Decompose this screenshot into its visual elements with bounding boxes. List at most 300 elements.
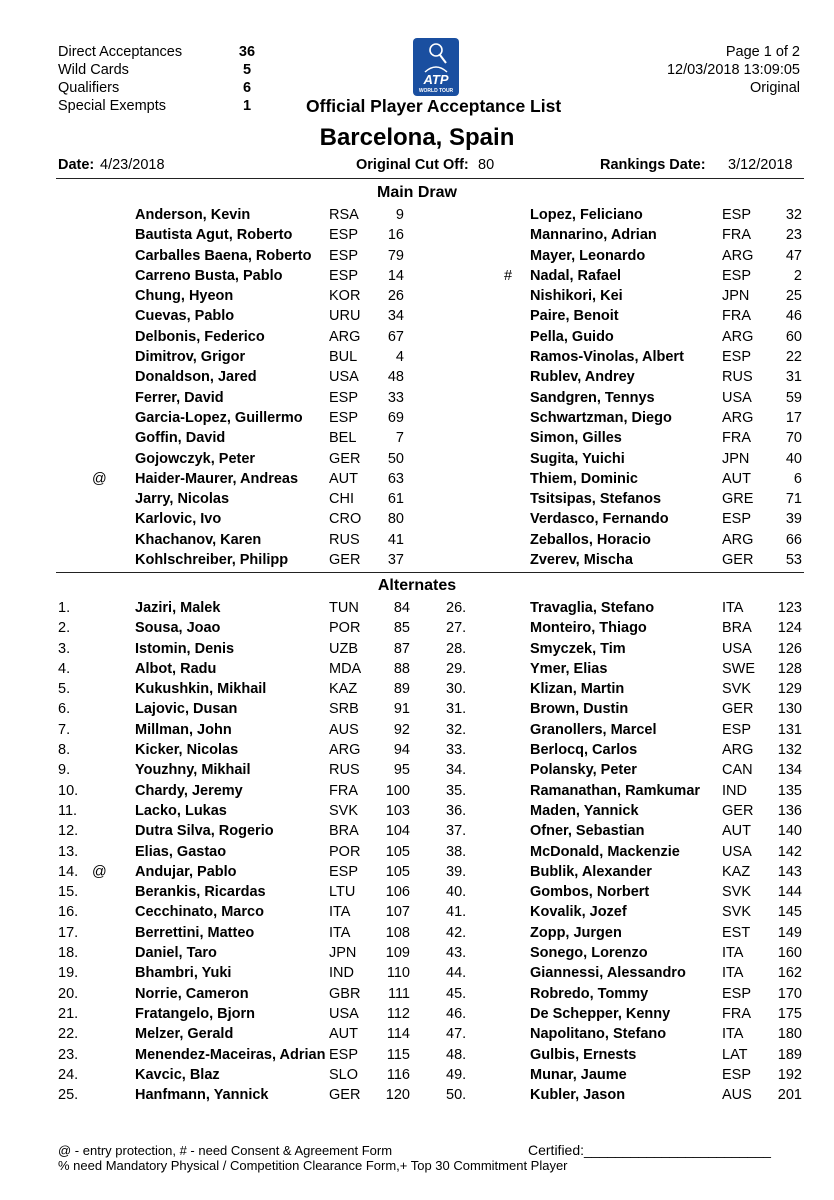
player-rank: 108 [385,924,410,941]
player-name: Berankis, Ricardas [135,884,266,901]
player-rank: 105 [385,843,410,860]
player-country: ESP [722,985,752,1002]
player-rank: 69 [387,409,404,426]
player-rank: 50 [387,450,404,467]
player-rank: 112 [386,1005,410,1022]
player-rank: 104 [385,823,410,840]
player-country: GER [329,1087,361,1104]
player-rank: 34 [387,308,404,325]
entry-number: 21. [58,1005,79,1022]
player-rank: 126 [777,640,802,657]
player-country: ESP [722,349,752,366]
entry-number: 30. [446,681,467,698]
player-name: Gojowczyk, Peter [135,450,256,467]
player-country: USA [722,640,752,657]
player-rank: 63 [387,470,404,487]
entry-number: 10. [58,782,79,799]
player-name: Kukushkin, Mikhail [135,681,267,698]
player-country: RUS [722,369,753,386]
player-name: Simon, Gilles [530,430,622,447]
table-row [0,781,834,801]
player-name: Garcia-Lopez, Guillermo [135,409,303,426]
player-name: Bautista Agut, Roberto [135,227,293,244]
player-country: FRA [722,430,751,447]
player-name: Zeballos, Horacio [530,531,651,548]
entry-number: 1. [58,600,71,616]
player-name: Munar, Jaume [530,1066,627,1083]
player-rank: 123 [777,600,802,616]
player-country: SVK [722,904,752,921]
player-rank: 60 [785,328,802,345]
player-country: LTU [329,884,356,901]
player-country: KOR [329,288,361,305]
entry-number: 8. [58,742,71,759]
player-name: Cecchinato, Marco [135,904,264,921]
player-name: Khachanov, Karen [135,531,262,548]
entry-number: 44. [446,965,467,982]
entry-number: 47. [446,1026,467,1043]
player-rank: 71 [785,491,802,508]
player-rank: 41 [387,531,404,548]
player-rank: 120 [385,1087,410,1104]
player-name: Polansky, Peter [530,762,637,779]
table-row [0,367,834,387]
player-name: Lopez, Feliciano [530,207,643,223]
player-rank: 87 [393,640,410,657]
table-row [0,1085,834,1105]
player-country: CRO [329,511,362,528]
entry-mark: # [504,267,513,284]
table-row [0,266,834,286]
player-rank: 116 [386,1066,410,1083]
player-rank: 140 [777,823,802,840]
player-country: SWE [722,660,756,677]
entry-number: 37. [446,823,467,840]
player-country: ARG [722,742,754,759]
player-name: Kovalik, Jozef [530,904,627,921]
player-rank: 129 [777,681,802,698]
player-rank: 23 [785,227,802,244]
player-country: LAT [722,1046,748,1063]
player-rank: 149 [777,924,802,941]
table-row [0,760,834,780]
player-name: De Schepper, Kenny [530,1005,671,1022]
player-rank: 84 [393,600,410,616]
player-rank: 4 [395,349,404,366]
entry-number: 38. [446,843,467,860]
player-rank: 89 [393,681,410,698]
player-name: Robredo, Tommy [530,985,649,1002]
player-name: Karlovic, Ivo [135,511,222,528]
player-name: Kubler, Jason [530,1087,626,1104]
table-row [0,821,834,841]
player-country: USA [722,843,752,860]
player-name: Ofner, Sebastian [530,823,645,840]
player-name: Brown, Dustin [530,701,629,718]
player-name: Sandgren, Tennys [530,389,655,406]
entry-number: 45. [446,985,467,1002]
player-country: ESP [722,511,752,528]
table-row [0,963,834,983]
player-rank: 111 [387,985,410,1002]
table-row [0,469,834,489]
table-row [0,842,834,862]
player-name: Bhambri, Yuki [135,965,232,982]
player-name: Goffin, David [135,430,226,447]
player-name: Berrettini, Matteo [135,924,255,941]
main-draw-heading: Main Draw [376,184,457,201]
player-country: MDA [329,660,362,677]
player-country: ITA [722,945,744,962]
table-row [0,882,834,902]
player-rank: 39 [785,511,802,528]
table-row [0,327,834,347]
player-country: ESP [722,721,752,738]
player-country: ESP [329,1046,359,1063]
player-rank: 17 [785,409,802,426]
table-row [0,720,834,740]
entry-mark: @ [92,863,107,880]
player-country: BRA [329,823,359,840]
table-row [0,902,834,922]
table-row [0,984,834,1004]
player-name: Chardy, Jeremy [135,782,243,799]
player-country: ARG [722,328,754,345]
entry-number: 33. [446,742,467,759]
player-name: Napolitano, Stefano [530,1026,667,1043]
player-country: GER [329,450,361,467]
player-rank: 61 [387,491,404,508]
player-name: Klizan, Martin [530,681,625,698]
player-name: Hanfmann, Yannick [135,1087,269,1104]
player-rank: 100 [385,782,410,799]
timestamp: 12/03/2018 13:09:05 [666,62,800,78]
entry-number: 34. [446,762,467,779]
player-rank: 53 [785,552,802,569]
player-country: USA [329,1005,359,1022]
logo-text: ATP [423,72,449,87]
certified-signature-line: Certified:________________________ [528,1142,771,1158]
player-name: Tsitsipas, Stefanos [530,491,662,508]
cutoff-value: 80 [478,157,495,173]
player-name: Gulbis, Ernests [530,1046,637,1063]
player-country: AUS [329,721,359,738]
player-rank: 79 [387,247,404,264]
stat-value-direct-acceptances: 36 [238,44,256,60]
player-name: Jarry, Nicolas [135,491,230,508]
player-rank: 66 [785,531,802,548]
entry-number: 24. [58,1066,79,1083]
player-name: Lacko, Lukas [135,802,227,819]
player-name: Daniel, Taro [135,945,217,962]
player-name: Menendez-Maceiras, Adrian [135,1046,326,1063]
player-name: Kicker, Nicolas [135,742,239,759]
table-row [0,1024,834,1044]
player-name: Carreno Busta, Pablo [135,267,283,284]
entry-number: 6. [58,701,71,718]
player-rank: 103 [385,802,410,819]
player-name: Nadal, Rafael [530,267,622,284]
table-row [0,943,834,963]
player-name: Travaglia, Stefano [530,600,655,616]
player-country: ESP [329,227,359,244]
player-rank: 85 [393,620,410,637]
player-country: SVK [722,884,752,901]
player-name: Zverev, Mischa [530,552,633,569]
entry-number: 9. [58,762,71,779]
player-country: JPN [722,288,750,305]
player-name: Elias, Gastao [135,843,227,860]
footer-legend-1: @ - entry protection, # - need Consent & Agreement Form [58,1143,393,1158]
player-name: Melzer, Gerald [135,1026,234,1043]
player-country: ARG [329,328,361,345]
table-row [0,598,834,618]
table-row [0,1065,834,1085]
entry-number: 22. [58,1026,79,1043]
table-row [0,801,834,821]
player-country: GER [722,802,754,819]
entry-number: 43. [446,945,467,962]
player-rank: 32 [785,207,802,223]
entry-number: 5. [58,681,71,698]
player-name: Rublev, Andrey [530,369,635,386]
player-rank: 6 [793,470,802,487]
player-name: Nishikori, Kei [530,288,623,305]
player-country: IND [329,965,354,982]
player-country: ESP [329,409,359,426]
player-name: Dutra Silva, Rogerio [135,823,274,840]
player-country: ITA [329,924,351,941]
entry-number: 49. [446,1066,467,1083]
player-rank: 132 [777,742,802,759]
player-name: Monteiro, Thiago [530,620,647,637]
player-name: Ferrer, David [135,389,224,406]
player-rank: 92 [393,721,410,738]
entry-number: 36. [446,802,467,819]
player-rank: 47 [785,247,802,264]
table-row [0,225,834,245]
player-country: KAZ [722,863,751,880]
player-country: ARG [722,247,754,264]
table-row [0,679,834,699]
player-country: FRA [722,1005,751,1022]
player-rank: 105 [385,863,410,880]
player-rank: 26 [387,288,404,305]
player-rank: 70 [785,430,802,447]
player-rank: 136 [777,802,802,819]
player-country: GBR [329,985,361,1002]
player-rank: 88 [393,660,410,677]
player-rank: 9 [395,207,404,223]
player-country: AUT [722,470,751,487]
entry-number: 40. [446,884,467,901]
player-country: AUT [329,1026,358,1043]
page-indicator: Page 1 of 2 [725,44,800,60]
entry-mark: @ [92,470,107,487]
player-rank: 46 [785,308,802,325]
table-row [0,205,834,225]
entry-number: 39. [446,863,467,880]
entry-number: 41. [446,904,467,921]
player-rank: 14 [387,267,404,284]
player-country: JPN [722,450,750,467]
document-title: Official Player Acceptance List [306,96,562,116]
player-name: Jaziri, Malek [135,600,221,616]
logo-subtext: WORLD TOUR [418,88,454,94]
player-rank: 22 [785,349,802,366]
player-rank: 130 [777,701,802,718]
main-draw-list [0,205,834,570]
player-rank: 175 [777,1005,802,1022]
player-rank: 59 [785,389,802,406]
entry-number: 3. [58,640,71,657]
entry-number: 20. [58,985,79,1002]
player-rank: 128 [777,660,802,677]
player-rank: 115 [386,1046,410,1063]
player-country: IND [722,782,747,799]
rankings-date-value: 3/12/2018 [728,157,793,173]
player-rank: 67 [387,328,404,345]
player-country: URU [329,308,361,325]
entry-number: 4. [58,660,71,677]
player-country: FRA [329,782,358,799]
player-name: Paire, Benoit [530,308,619,325]
player-name: Andujar, Pablo [135,863,237,880]
player-name: Maden, Yannick [530,802,639,819]
table-row [0,659,834,679]
table-row [0,740,834,760]
player-name: McDonald, Mackenzie [530,843,680,860]
player-country: GER [722,552,754,569]
entry-number: 14. [58,863,79,880]
table-row [0,449,834,469]
date-label: Date: [58,157,95,173]
player-rank: 95 [393,762,410,779]
player-rank: 192 [777,1066,802,1083]
player-name: Mayer, Leonardo [530,247,646,264]
player-country: ARG [722,409,754,426]
table-row [0,408,834,428]
player-country: CAN [722,762,753,779]
player-rank: 135 [777,782,802,799]
player-country: ESP [329,389,359,406]
player-country: ESP [329,247,359,264]
player-rank: 162 [777,965,802,982]
player-country: ARG [329,742,361,759]
player-rank: 114 [386,1026,410,1043]
player-name: Delbonis, Federico [135,328,265,345]
player-country: ITA [329,904,351,921]
player-rank: 48 [387,369,404,386]
table-row [0,1045,834,1065]
player-rank: 2 [793,267,802,284]
player-country: POR [329,843,361,860]
player-name: Zopp, Jurgen [530,924,622,941]
entry-number: 42. [446,924,467,941]
player-rank: 110 [386,965,410,982]
player-country: RUS [329,531,360,548]
player-country: UZB [329,640,358,657]
player-country: ESP [722,207,752,223]
table-row [0,347,834,367]
player-name: Sonego, Lorenzo [530,945,648,962]
player-name: Ramos-Vinolas, Albert [530,349,684,366]
player-name: Kohlschreiber, Philipp [135,552,289,569]
player-name: Thiem, Dominic [530,470,638,487]
player-rank: 94 [393,742,410,759]
player-country: CHI [329,491,354,508]
table-row [0,509,834,529]
table-row [0,246,834,266]
table-row [0,286,834,306]
player-name: Chung, Hyeon [135,288,234,305]
stat-label-qualifiers: Qualifiers [58,80,120,96]
player-country: GRE [722,491,754,508]
entry-number: 29. [446,660,467,677]
player-rank: 189 [777,1046,802,1063]
player-rank: 160 [777,945,802,962]
table-row [0,550,834,570]
player-name: Pella, Guido [530,328,614,345]
player-country: SVK [329,802,359,819]
player-country: AUT [329,470,358,487]
stat-label-direct-acceptances: Direct Acceptances [58,44,183,60]
table-row [0,489,834,509]
date-value: 4/23/2018 [100,157,165,173]
table-row [0,530,834,550]
entry-number: 26. [446,600,467,616]
player-rank: 107 [385,904,410,921]
player-country: POR [329,620,361,637]
player-country: GER [329,552,361,569]
player-rank: 180 [777,1026,802,1043]
stat-label-wild-cards: Wild Cards [58,62,129,78]
player-name: Youzhny, Mikhail [135,762,251,779]
player-country: BRA [722,620,752,637]
player-name: Lajovic, Dusan [135,701,238,718]
entry-number: 31. [446,701,467,718]
player-country: TUN [329,600,359,616]
main-draw-divider [56,572,804,573]
player-country: AUS [722,1087,752,1104]
player-rank: 124 [777,620,802,637]
player-name: Kavcic, Blaz [135,1066,220,1083]
player-rank: 109 [385,945,410,962]
player-country: BEL [329,430,357,447]
player-rank: 134 [777,762,802,779]
player-name: Haider-Maurer, Andreas [135,470,299,487]
cutoff-label: Original Cut Off: [356,157,469,173]
player-rank: 142 [777,843,802,860]
player-rank: 80 [387,511,404,528]
entry-number: 12. [58,823,79,840]
player-name: Carballes Baena, Roberto [135,247,312,264]
player-rank: 170 [777,985,802,1002]
footer-legend-2: % need Mandatory Physical / Competition Clearance Form,+ Top 30 Commitment Player [58,1158,568,1173]
player-country: USA [329,369,359,386]
player-name: Berlocq, Carlos [530,742,638,759]
player-country: BUL [329,349,358,366]
player-country: KAZ [329,681,358,698]
player-rank: 91 [393,701,410,718]
player-rank: 25 [785,288,802,305]
entry-number: 32. [446,721,467,738]
player-country: ARG [722,531,754,548]
player-rank: 33 [387,389,404,406]
entry-number: 15. [58,884,79,901]
entry-number: 28. [446,640,467,657]
player-name: Ramanathan, Ramkumar [530,782,701,799]
